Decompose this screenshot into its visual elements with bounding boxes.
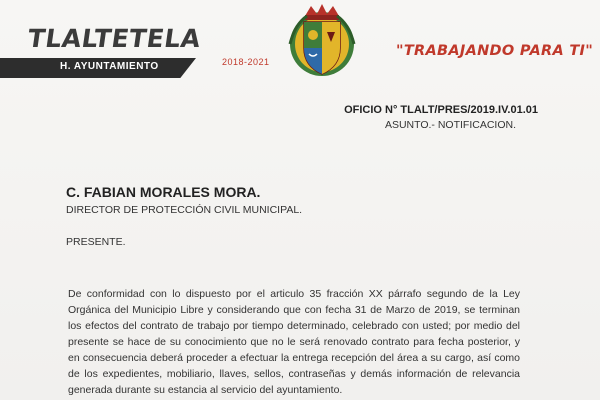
ayuntamiento-label: H. AYUNTAMIENTO: [60, 61, 159, 72]
coat-of-arms-icon: [287, 2, 357, 80]
letterhead-brand: [0, 18, 203, 88]
asunto-line: ASUNTO.- NOTIFICACION.: [384, 119, 516, 131]
greeting: PRESENTE.: [66, 236, 126, 248]
recipient-name: C. FABIAN MORALES MORA.: [66, 184, 261, 200]
municipality-name: TLALTETELA: [25, 24, 203, 53]
body-paragraph: De conformidad con lo dispuesto por el articulo 35 fracción XX párrafo segundo de la Ley Orgánica del Municipio Libre y considerando que con fecha 31 de Marzo de 2019, se terminan los efectos del contrato de trabajo por tiempo determinado, celebrado con usted; por medio del presente se hace de su conocimiento que no le será renovado contrato para fecha posterior, y en consecuencia deberá proceder a efectuar la entrega recepción del área a su cargo, así como de los expedientes, mobiliario, llaves, sellos, contraseñas y demás información de relevancia generada durante su estancia al servicio del ayuntamiento.: [68, 288, 520, 396]
oficio-number: OFICIO N° TLALT/PRES/2019.IV.01.01: [344, 104, 538, 116]
administration-period: 2018-2021: [222, 57, 270, 67]
recipient-role: DIRECTOR DE PROTECCIÓN CIVIL MUNICIPAL.: [66, 204, 303, 216]
slogan: "TRABAJANDO PARA TI": [396, 43, 594, 59]
